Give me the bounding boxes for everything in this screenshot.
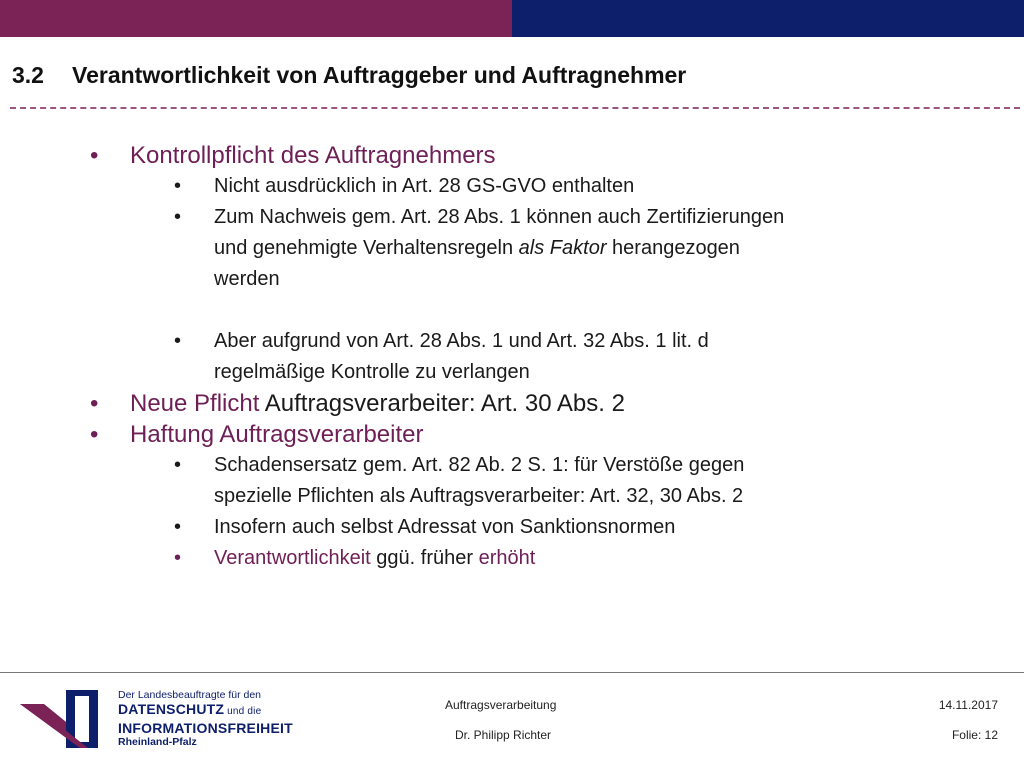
sub-bullet xyxy=(90,171,1010,202)
bullet-label: Neue Pflicht xyxy=(130,390,260,417)
bullet-label-rest: Auftragsverarbeiter: Art. 30 Abs. 2 xyxy=(259,390,625,417)
bullet-haftung xyxy=(90,419,1010,450)
title-text: Verantwortlichkeit von Auftraggeber und Auftragnehmer xyxy=(72,62,687,88)
logo-line-3: INFORMATIONSFREIHEIT xyxy=(118,720,293,736)
sub-bullet-text: herangezogen xyxy=(606,237,740,259)
sub-bullet-text: Insofern auch selbst Adressat von Sanktionsnormen xyxy=(214,516,676,538)
bullet-dot: • xyxy=(174,206,182,228)
sub-bullet-text: werden xyxy=(214,268,280,290)
logo-text xyxy=(118,689,293,748)
footer-date: 14.11.2017 xyxy=(938,698,998,712)
bullet-dot: • xyxy=(174,516,182,538)
sub-bullet-text: ggü. früher xyxy=(370,547,479,569)
bullet-dot: • xyxy=(174,175,182,197)
sub-bullet xyxy=(90,202,1010,295)
sub-bullet xyxy=(90,450,1010,512)
sub-bullet-text: Zum Nachweis gem. Art. 28 Abs. 1 können auch Zertifizierungen xyxy=(214,206,785,228)
bullet-dot: • xyxy=(90,421,99,448)
sub-bullet xyxy=(90,543,1010,574)
bullet-dot: • xyxy=(174,454,182,476)
bullet-label: Kontrollpflicht des Auftragnehmers xyxy=(130,142,496,169)
section-number: 3.2 xyxy=(12,62,44,88)
sub-bullet-text: Schadensersatz gem. Art. 82 Ab. 2 S. 1: für Verstöße gegen xyxy=(214,454,745,476)
slide-title xyxy=(12,62,686,89)
highlight-text: Verantwortlichkeit xyxy=(214,547,371,569)
sub-bullet-text: und genehmigte Verhaltensregeln xyxy=(214,237,519,259)
logo-line-4: Rheinland-Pfalz xyxy=(118,736,197,748)
datenschutz-logo-icon xyxy=(18,688,100,750)
sub-bullet xyxy=(90,326,1010,388)
bullet-neue-pflicht xyxy=(90,388,1010,419)
logo-line-1: Der Landesbeauftragte für den xyxy=(118,689,262,701)
sub-bullet-text: regelmäßige Kontrolle zu verlangen xyxy=(214,361,530,383)
bullet-dot: • xyxy=(90,142,99,169)
footer-slide-number: Folie: 12 xyxy=(951,728,998,742)
bullet-kontrollpflicht xyxy=(90,140,1010,171)
header-bar-purple xyxy=(0,0,512,37)
bullet-label: Haftung Auftragsverarbeiter xyxy=(130,421,424,448)
bullet-dot: • xyxy=(174,330,182,352)
emphasis-text: als Faktor xyxy=(518,237,607,259)
header-bar-navy xyxy=(512,0,1024,37)
title-divider xyxy=(10,107,1020,109)
logo-line-2: DATENSCHUTZ und die xyxy=(118,701,262,717)
footer-divider xyxy=(0,672,1024,673)
footer-topic: Auftragsverarbeitung xyxy=(445,698,557,712)
sub-bullet xyxy=(90,512,1010,543)
bullet-dot: • xyxy=(174,547,182,569)
sub-bullet-text: Nicht ausdrücklich in Art. 28 GS-GVO enthalten xyxy=(214,175,635,197)
slide-content xyxy=(90,140,1010,574)
footer-author: Dr. Philipp Richter xyxy=(455,728,552,742)
sub-bullet-text: spezielle Pflichten als Auftragsverarbeiter: Art. 32, 30 Abs. 2 xyxy=(214,485,744,507)
highlight-text: erhöht xyxy=(478,547,536,569)
bullet-dot: • xyxy=(90,390,99,417)
sub-bullet-text: Aber aufgrund von Art. 28 Abs. 1 und Art. 32 Abs. 1 lit. d xyxy=(214,330,709,352)
